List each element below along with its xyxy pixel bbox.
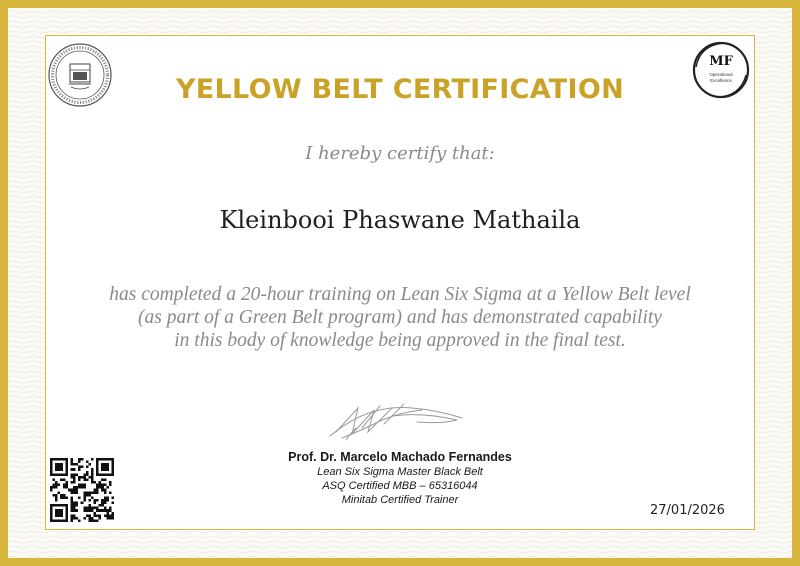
signer-role: Lean Six Sigma Master Black Belt: [317, 466, 483, 478]
mf-logo-subtext-2: Excellence: [710, 78, 732, 83]
certify-intro: I hereby certify that:: [305, 143, 495, 164]
signer-role: Minitab Certified Trainer: [341, 494, 459, 506]
mf-logo-letters: MF: [709, 54, 733, 69]
mf-logo-subtext-1: Operational: [709, 72, 733, 77]
signature-icon: [322, 398, 472, 444]
body-text-line: (as part of a Green Belt program) and has demonstrated capability: [138, 307, 662, 328]
body-text-line: has completed a 20-hour training on Lean Six Sigma at a Yellow Belt level: [109, 284, 691, 305]
signer-role: ASQ Certified MBB – 65316044: [322, 480, 478, 492]
body-text-line: in this body of knowledge being approved in the final test.: [174, 330, 626, 351]
qr-code-icon[interactable]: [50, 458, 114, 522]
certificate-title: YELLOW BELT CERTIFICATION: [175, 74, 625, 105]
issue-date: 27/01/2026: [650, 503, 725, 518]
signer-name: Prof. Dr. Marcelo Machado Fernandes: [288, 450, 512, 464]
recipient-name: Kleinbooi Phaswane Mathaila: [219, 206, 581, 234]
